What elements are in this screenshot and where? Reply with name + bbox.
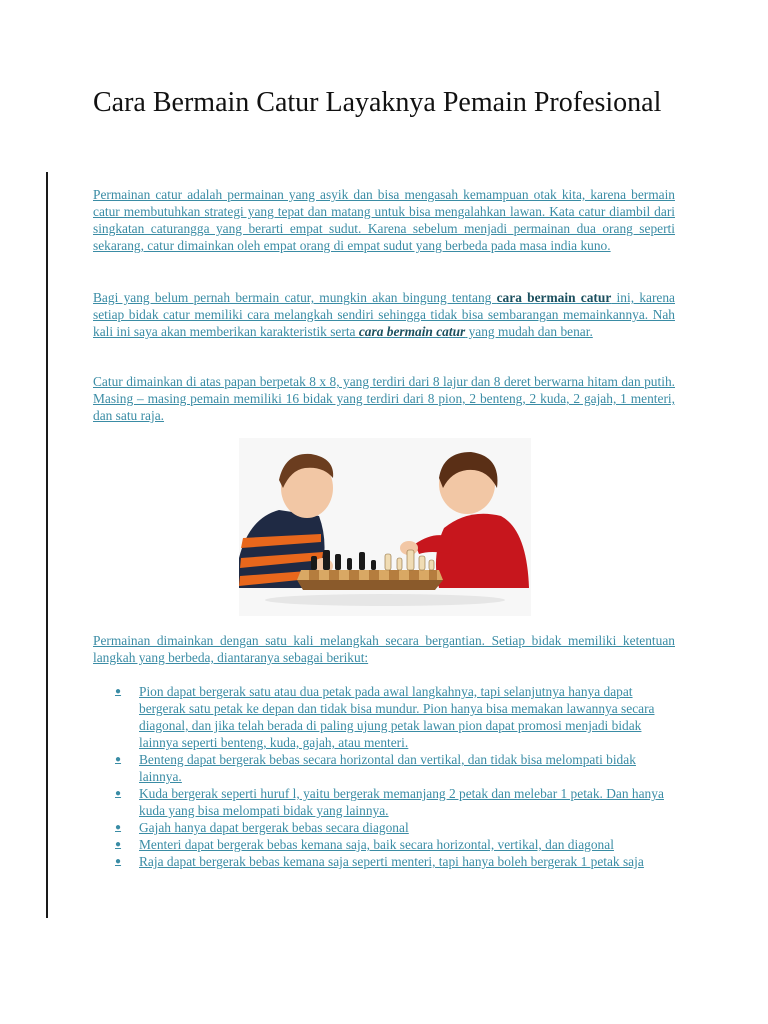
paragraph-text: Bagi yang belum pernah bermain catur, mungkin akan bingung tentang: [93, 290, 497, 305]
bullet-icon: ●: [115, 822, 122, 833]
piece-rules-list: [93, 683, 693, 870]
list-item-text: Kuda bergerak seperti huruf l, yaitu bergerak memanjang 2 petak dan melebar 1 petak. Dan hanya kuda yang bisa melompati bidak yang lainnya.: [139, 786, 664, 818]
paragraph-text: yang mudah dan benar.: [465, 324, 593, 339]
list-item[interactable]: [93, 785, 664, 819]
list-item-text: Raja dapat bergerak bebas kemana saja seperti menteri, tapi hanya boleh bergerak 1 petak saja: [139, 854, 644, 869]
list-item-text: Menteri dapat bergerak bebas kemana saja, baik secara horizontal, vertikal, dan diagonal: [139, 837, 614, 852]
paragraph-board[interactable]: Catur dimainkan di atas papan berpetak 8 x 8, yang terdiri dari 8 lajur dan 8 deret berwarna hitam dan putih. Masing – masing pemain memiliki 16 bidak yang terdiri dari 8 pion, 2 benteng, 2 kuda, 2 gajah, 1 menteri, dan satu raja.: [93, 374, 675, 423]
list-item[interactable]: [93, 853, 664, 870]
paragraph-beginners[interactable]: [93, 289, 675, 340]
bullet-icon: ●: [115, 754, 122, 765]
list-item-text: Benteng dapat bergerak bebas secara horizontal dan vertikal, dan tidak bisa melompati bidak lainnya.: [139, 752, 636, 784]
list-item-text: Gajah hanya dapat bergerak bebas secara diagonal: [139, 820, 409, 835]
document-title: Cara Bermain Catur Layaknya Pemain Profesional: [93, 87, 662, 118]
margin-bar: [46, 172, 48, 918]
bullet-icon: ●: [115, 856, 122, 867]
paragraph-text: ini, karena setiap bidak catur memiliki cara melangkah sendiri sehingga tidak bisa sembarangan memainkannya. Nah kali ini saya akan memberikan karakteristik serta: [93, 290, 675, 339]
list-item[interactable]: [93, 683, 664, 751]
list-item[interactable]: [93, 819, 664, 836]
chess-kids-illustration: [239, 438, 531, 616]
list-item-text: Pion dapat bergerak satu atau dua petak pada awal langkahnya, tapi selanjutnya hanya dapat bergerak satu petak ke depan dan tidak bisa mundur. Pion hanya bisa memakan lawannya secara diagonal, dan jika telah berada di paling ujung petak lawan pion dapat promosi menjadi bidak lainnya seperti benteng, kuda, gajah, atau menteri.: [139, 684, 655, 750]
bullet-icon: ●: [115, 686, 122, 697]
paragraph-intro[interactable]: Permainan catur adalah permainan yang asyik dan bisa mengasah kemampuan otak kita, karena bermain catur membutuhkan strategi yang tepat dan matang untuk bisa mengalahkan lawan. Kata catur diambil dari singkatan caturangga yang berarti empat sudut. Karena sebelum menjadi permainan dua orang seperti sekarang, catur dimainkan oleh empat orang di empat sudut yang berbeda pada masa india kuno.: [93, 187, 675, 253]
bold-italic-keyword: cara bermain catur: [358, 324, 466, 339]
bold-keyword: cara bermain catur: [496, 290, 612, 305]
list-item[interactable]: [93, 751, 664, 785]
chess-kids-photo: [239, 438, 531, 616]
bullet-icon: ●: [115, 788, 122, 799]
paragraph-rules-intro[interactable]: Permainan dimainkan dengan satu kali melangkah secara bergantian. Setiap bidak memiliki ketentuan langkah yang berbeda, diantaranya sebagai berikut:: [93, 633, 675, 665]
list-item[interactable]: [93, 836, 664, 853]
bullet-icon: ●: [115, 839, 122, 850]
